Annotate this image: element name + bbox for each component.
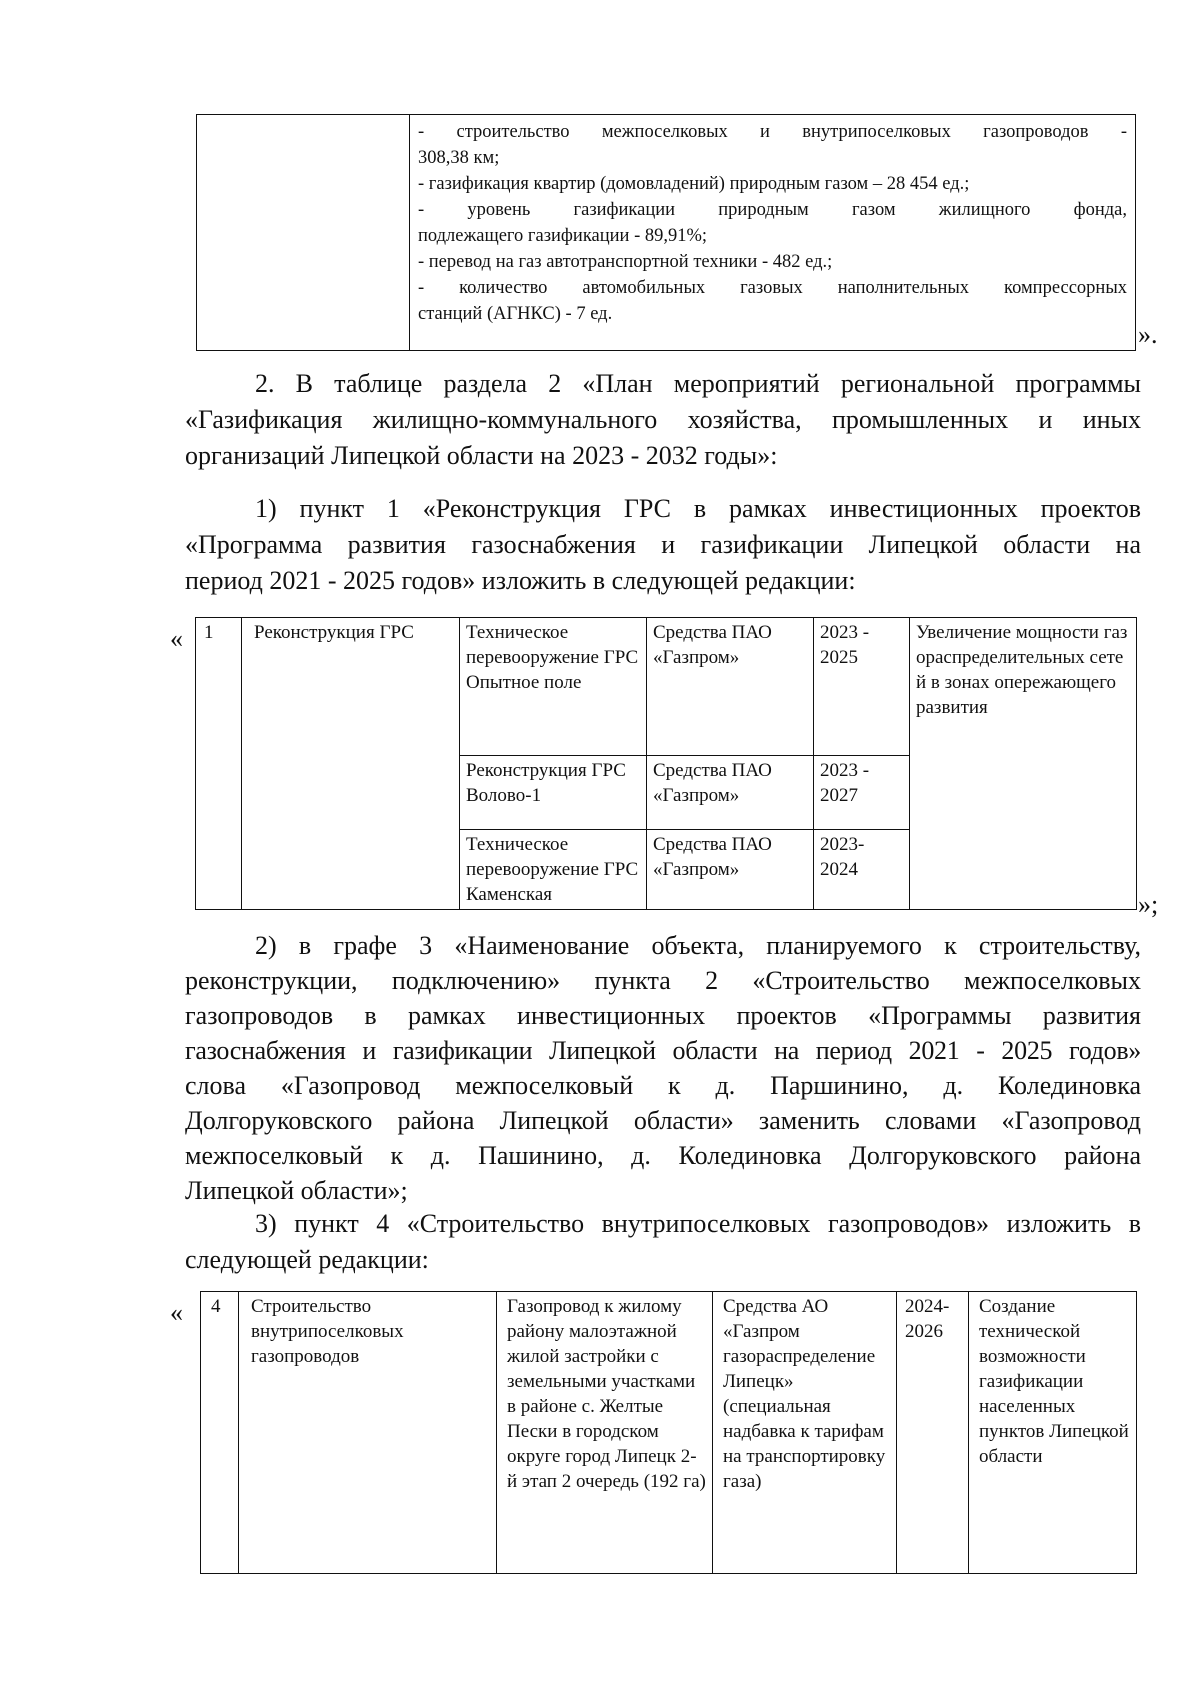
object-name: Газопровод к жилому району малоэтажной жилой застройки с земельными участками в районе с. Желтые Пески в городском округе город Липецк 2-й этап 2 очередь (192 га) bbox=[497, 1292, 713, 1574]
object-name: Реконструкция ГРС Волово-1 bbox=[460, 756, 647, 830]
object-name: Техническое перевооружение ГРС Каменская bbox=[460, 830, 647, 910]
funding-source: Средства ПАО «Газпром» bbox=[647, 830, 814, 910]
paragraph-line: период 2021 - 2025 годов» изложить в следующей редакции: bbox=[185, 566, 856, 595]
indicators-table bbox=[196, 114, 1136, 351]
grs-reconstruction-table bbox=[195, 617, 1137, 910]
indicator-line: - уровень газификации природным газом жилищного фонда, bbox=[418, 200, 1127, 220]
years: 2024-2026 bbox=[897, 1292, 969, 1574]
table2-open-quote: « bbox=[170, 1298, 183, 1327]
intra-settlement-pipelines-table bbox=[200, 1291, 1137, 1574]
paragraph-line: «Газификация жилищно-коммунального хозяйства, промышленных и иных bbox=[185, 405, 1141, 434]
years: 2023 - 2025 bbox=[814, 618, 910, 756]
item-number: 4 bbox=[201, 1292, 239, 1574]
item-name: Строительство внутрипоселковых газопроводов bbox=[239, 1292, 497, 1574]
paragraph-line: реконструкции, подключению» пункта 2 «Строительство межпоселковых bbox=[185, 966, 1141, 995]
funding-source: Средства АО «Газпром газораспределение Липецк» (специальная надбавка к тарифам на транспортировку газа) bbox=[713, 1292, 897, 1574]
table1-open-quote: « bbox=[170, 624, 183, 653]
table0-close-quote: ». bbox=[1138, 320, 1158, 349]
item-1-paragraph bbox=[185, 491, 1141, 599]
indicator-line: 308,38 км; bbox=[418, 148, 500, 168]
indicators-text-cell bbox=[410, 115, 1136, 351]
paragraph-line: газоснабжения и газификации Липецкой области на период 2021 - 2025 годов» bbox=[185, 1036, 1141, 1065]
indicators-empty-cell bbox=[197, 115, 410, 351]
paragraph-line: 3) пункт 4 «Строительство внутрипоселковых газопроводов» изложить в bbox=[255, 1209, 1141, 1238]
expected-result: Создание технической возможности газификации населенных пунктов Липецкой области bbox=[969, 1292, 1137, 1574]
indicator-line: - количество автомобильных газовых наполнительных компрессорных bbox=[418, 278, 1127, 298]
indicator-line: - газификация квартир (домовладений) природным газом – 28 454 ед.; bbox=[418, 174, 970, 194]
object-name: Техническое перевооружение ГРС Опытное поле bbox=[460, 618, 647, 756]
indicator-line: станций (АГНКС) - 7 ед. bbox=[418, 304, 613, 324]
indicator-line: - строительство межпоселковых и внутрипоселковых газопроводов - bbox=[418, 122, 1127, 142]
item-name: Реконструкция ГРС bbox=[242, 618, 460, 910]
paragraph-line: межпоселковый к д. Пашинино, д. Колединовка Долгоруковского района bbox=[185, 1141, 1141, 1170]
paragraph-line: организаций Липецкой области на 2023 - 2032 годы»: bbox=[185, 441, 778, 470]
funding-source: Средства ПАО «Газпром» bbox=[647, 756, 814, 830]
item-2-paragraph bbox=[185, 928, 1141, 1208]
section-2-paragraph bbox=[185, 366, 1141, 474]
table1-close-quote: »; bbox=[1138, 890, 1159, 919]
years: 2023 - 2027 bbox=[814, 756, 910, 830]
paragraph-line: газопроводов в рамках инвестиционных проектов «Программы развития bbox=[185, 1001, 1141, 1030]
paragraph-line: Липецкой области»; bbox=[185, 1176, 408, 1205]
paragraph-line: Долгоруковского района Липецкой области» заменить словами «Газопровод bbox=[185, 1106, 1141, 1135]
item-3-paragraph bbox=[185, 1206, 1141, 1278]
expected-result: Увеличение мощности газораспределительных сетей в зонах опережающего развития bbox=[910, 618, 1137, 910]
item-number: 1 bbox=[196, 618, 242, 910]
paragraph-line: следующей редакции: bbox=[185, 1245, 429, 1274]
paragraph-line: 2) в графе 3 «Наименование объекта, планируемого к строительству, bbox=[255, 931, 1141, 960]
indicator-line: подлежащего газификации - 89,91%; bbox=[418, 226, 708, 246]
funding-source: Средства ПАО «Газпром» bbox=[647, 618, 814, 756]
paragraph-line: «Программа развития газоснабжения и газификации Липецкой области на bbox=[185, 530, 1141, 559]
indicator-line: - перевод на газ автотранспортной техники - 482 ед.; bbox=[418, 252, 833, 272]
years: 2023-2024 bbox=[814, 830, 910, 910]
paragraph-line: слова «Газопровод межпоселковый к д. Паршинино, д. Колединовка bbox=[185, 1071, 1141, 1100]
paragraph-line: 1) пункт 1 «Реконструкция ГРС в рамках инвестиционных проектов bbox=[255, 494, 1141, 523]
paragraph-line: 2. В таблице раздела 2 «План мероприятий региональной программы bbox=[255, 369, 1141, 398]
